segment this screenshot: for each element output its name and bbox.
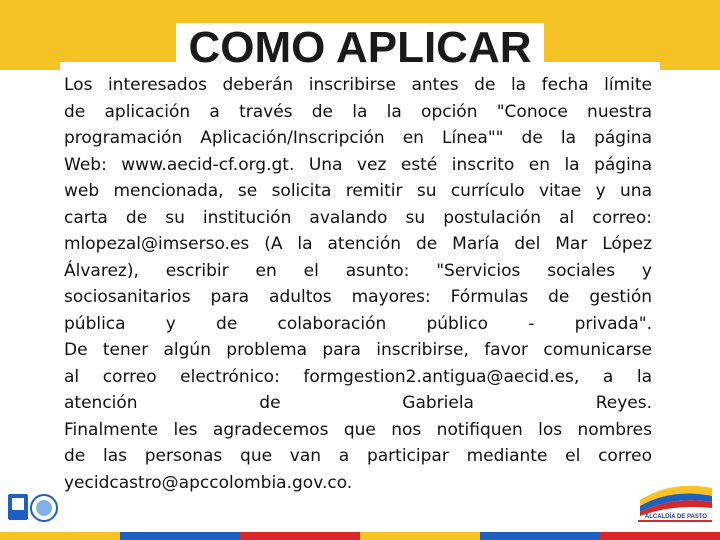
paragraph-line: Finalmente les agradecemos que nos notifiquen los nombres <box>64 419 652 440</box>
stripe-segment <box>600 532 720 540</box>
paragraph-line: sociosanitarios para adultos mayores: Fórmulas de gestión <box>64 287 652 307</box>
paragraph-line: carta de su institución avalando su postulación al correo: <box>64 207 652 228</box>
alcaldia-logo <box>632 470 718 532</box>
stripe-segment <box>120 532 240 540</box>
bottom-color-stripe <box>0 532 720 540</box>
paragraph-line: de las personas que van a participar mediante el correo <box>64 446 652 466</box>
slide-title <box>0 20 720 76</box>
paragraph-line: de aplicación a través de la la opción "Conoce nuestra <box>64 101 652 122</box>
paragraph-line: yecidcastro@apccolombia.gov.co. <box>64 472 353 493</box>
paragraph-line: atención de Gabriela Reyes. <box>64 393 652 413</box>
paragraph-line: web mencionada, se solicita remitir su currículo vitae y una <box>64 181 652 201</box>
stripe-segment <box>480 532 600 540</box>
left-logo-badge-inner <box>12 498 24 510</box>
body-paragraph <box>64 72 652 496</box>
paragraph-line: Web: www.aecid-cf.org.gt. Una vez esté inscrito en la página <box>64 154 652 175</box>
paragraph-line: programación Aplicación/Inscripción en Línea"" de la página <box>64 128 652 148</box>
paragraph-line: Los interesados deberán inscribirse antes de la fecha límite <box>64 75 652 95</box>
alcaldia-logo-caption: ALCALDÍA DE PASTO <box>644 514 708 520</box>
stripe-segment <box>240 532 360 540</box>
institution-logos-left <box>6 486 60 532</box>
paragraph-line: pública y de colaboración público - privada". <box>64 313 652 334</box>
stripe-segment <box>360 532 480 540</box>
left-logo-seal-inner <box>36 500 52 516</box>
stripe-segment <box>0 532 120 540</box>
logo-caption-underline <box>638 520 712 522</box>
paragraph-line: Álvarez), escribir en el asunto: "Servicios sociales y <box>64 260 652 281</box>
paragraph-line: al correo electrónico: formgestion2.antigua@aecid.es, a la <box>64 366 652 387</box>
slide-title-text: COMO APLICAR <box>176 23 543 72</box>
paragraph-line: mlopezal@imserso.es (A la atención de María del Mar López <box>64 234 652 254</box>
paragraph-line: De tener algún problema para inscribirse, favor comunicarse <box>64 340 652 360</box>
